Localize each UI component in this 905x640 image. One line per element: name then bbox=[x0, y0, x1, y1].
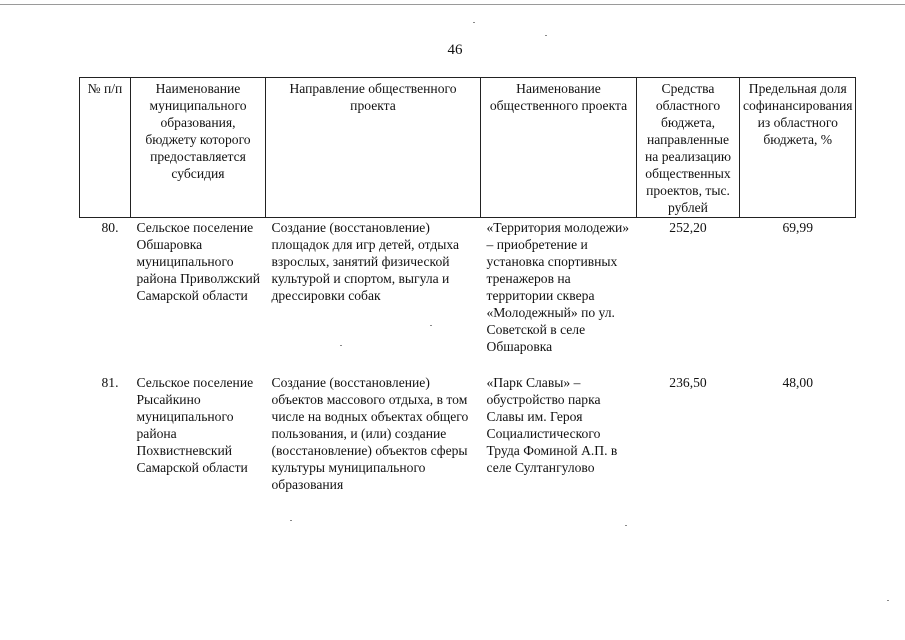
header-budget-funds: Средства областного бюджета, направленные на реализацию общественных проектов, тыс. рублей bbox=[637, 78, 740, 218]
scan-speck bbox=[430, 325, 432, 326]
row-municipality: Сельское поселение Обшаровка муниципального района Приволжский Самарской области bbox=[136, 220, 261, 303]
row-project-direction: Создание (восстановление) площадок для игр детей, отдыха взрослых, занятий физической культурой и спортом, выгула и дрессировки собак bbox=[271, 220, 460, 303]
table-header-row bbox=[80, 78, 856, 218]
page-number: 46 bbox=[447, 42, 463, 58]
header-number: № п/п bbox=[80, 78, 131, 218]
row-cofinancing-share: 48,00 bbox=[782, 375, 814, 390]
scan-speck bbox=[473, 22, 475, 23]
row-number: 81. bbox=[101, 375, 119, 390]
header-project-name: Наименование общественного проекта bbox=[481, 78, 637, 218]
row-municipality: Сельское поселение Рысайкино муниципального района Похвистневский Самарской области bbox=[136, 375, 254, 475]
header-municipality: Наименование муниципального образования, бюджету которого предоставляется субсидия bbox=[131, 78, 266, 218]
table-row bbox=[80, 374, 856, 504]
table-row bbox=[80, 218, 856, 375]
scan-speck bbox=[887, 600, 889, 601]
scan-speck bbox=[290, 520, 292, 521]
row-project-direction: Создание (восстановление) объектов массового отдыха, в том числе на водных объектах общего пользования, и (или) создание (восстановление) объектов сферы культуры муниципального образования bbox=[271, 375, 469, 492]
scan-speck bbox=[545, 35, 547, 36]
scan-edge-line bbox=[0, 4, 905, 5]
scan-speck bbox=[340, 345, 342, 346]
row-cofinancing-share: 69,99 bbox=[782, 220, 814, 235]
row-budget-funds: 252,20 bbox=[669, 220, 707, 235]
scan-speck bbox=[625, 525, 627, 526]
header-cofinancing-share: Предельная доля софинансирования из областного бюджета, % bbox=[740, 78, 856, 218]
row-number: 80. bbox=[101, 220, 119, 235]
subsidy-table bbox=[79, 77, 856, 504]
header-project-direction: Направление общественного проекта bbox=[266, 78, 481, 218]
row-project-name: «Парк Славы» – обустройство парка Славы им. Героя Социалистического Труда Фоминой А.П. в селе Султангулово bbox=[486, 375, 618, 475]
row-budget-funds: 236,50 bbox=[669, 375, 707, 390]
row-project-name: «Территория молодежи» – приобретение и установка спортивных тренажеров на территории сквера «Молодежный» по ул. Советской в селе Обшаровка bbox=[486, 220, 630, 354]
